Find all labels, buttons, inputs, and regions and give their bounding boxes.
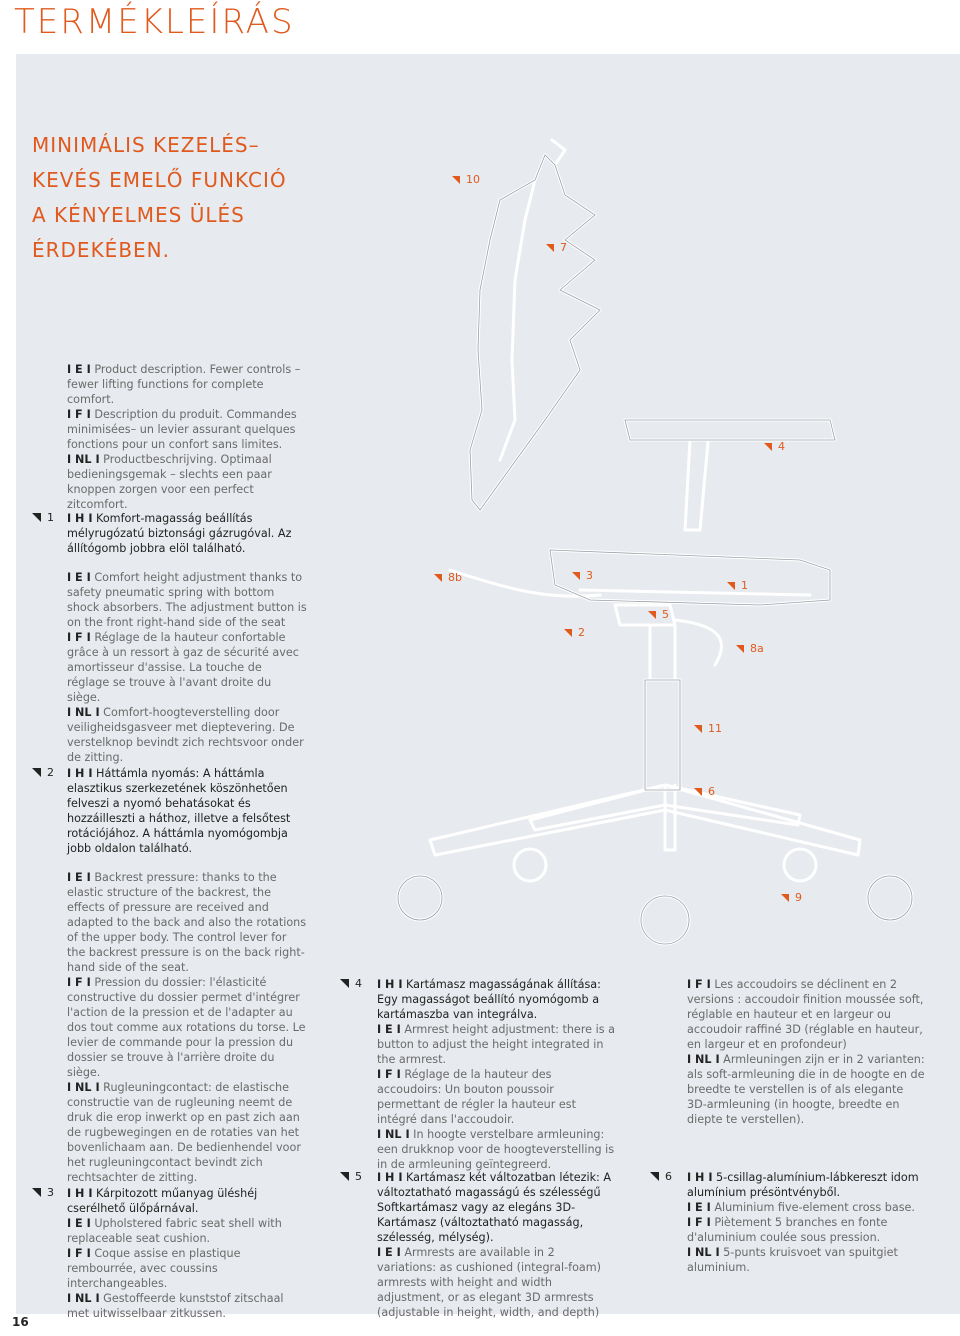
section-4-h: Kartámasz magasságának állítása: Egy magasságot beállító nyomógomb a kartámaszba van integrálva. xyxy=(377,978,601,1021)
section-4b-f: Les accoudoirs se déclinent en 2 versions : accoudoir finition moussée soft, réglable en hauteur et en largeur ou accoudoir raffiné 3D (réglable en hauteur, en largeur et en profondeur) xyxy=(687,978,924,1051)
section-4-nl: In hoogte verstelbare armleuning: een drukknop voor de hoogteverstelling is in de armleuning geïntegreerd. xyxy=(377,1128,615,1171)
callout-label: 8a xyxy=(750,642,764,655)
section-1-e: Comfort height adjustment thanks to safety pneumatic spring with bottom shock absorbers. The adjustment button is on the front right-hand side of the seat xyxy=(67,571,307,629)
section-4-e: Armrest height adjustment: there is a button to adjust the height integrated in the armrest. xyxy=(377,1023,615,1066)
callout-5 xyxy=(648,608,669,621)
lang-tag: I E I xyxy=(67,871,91,884)
triangle-icon xyxy=(736,645,744,653)
section-6-h: 5-csillag-alumínium-lábkereszt idom alumínium présöntvényből. xyxy=(687,1171,919,1199)
callout-label: 3 xyxy=(586,569,593,582)
triangle-icon xyxy=(32,768,41,777)
lang-tag: I NL I xyxy=(67,453,100,466)
callout-label: 2 xyxy=(578,626,585,639)
section-2-text xyxy=(67,766,307,856)
section-6-f: Piètement 5 branches en fonte d'aluminium coulée sous pression. xyxy=(687,1216,888,1244)
lang-tag: I E I xyxy=(67,363,91,376)
lang-tag: I E I xyxy=(377,1023,401,1036)
callout-label: 5 xyxy=(662,608,669,621)
section-1-marker xyxy=(32,511,54,524)
section-4-marker xyxy=(340,977,362,990)
callout-3 xyxy=(572,569,593,582)
triangle-icon xyxy=(564,629,572,637)
section-3-e: Upholstered fabric seat shell with replaceable seat cushion. xyxy=(67,1217,282,1245)
callout-1 xyxy=(727,579,748,592)
triangle-icon xyxy=(650,1172,659,1181)
lang-tag: I E I xyxy=(377,1246,401,1259)
section-1-h: Komfort-magasság beállítás mélyrugózatú biztonsági gázrugóval. Az állítógomb jobbra elöl található. xyxy=(67,512,292,555)
callout-label: 7 xyxy=(560,241,567,254)
triangle-icon xyxy=(781,894,789,902)
lang-tag: I H I xyxy=(377,1171,403,1184)
page-number: 16 xyxy=(12,1315,29,1329)
triangle-icon xyxy=(694,788,702,796)
section-3-marker xyxy=(32,1186,54,1199)
section-3-nl: Gestoffeerde kunststof zitschaal met uitwisselbaar zitkussen. xyxy=(67,1292,284,1320)
section-3-f: Coque assise en plastique rembourrée, avec coussins interchangeables. xyxy=(67,1247,241,1290)
callout-label: 6 xyxy=(708,785,715,798)
callout-label: 10 xyxy=(466,173,480,186)
lang-tag: I E I xyxy=(67,1217,91,1230)
headline-line: KEVÉS EMELŐ FUNKCIÓ xyxy=(32,168,287,192)
callout-8a xyxy=(736,642,764,655)
intro-text xyxy=(67,362,307,512)
headline xyxy=(32,128,287,268)
headline-line: ÉRDEKÉBEN. xyxy=(32,238,170,262)
callout-8b xyxy=(434,571,462,584)
section-number: 2 xyxy=(47,766,54,779)
section-2-nl: Rugleuningcontact: de elastische constructie van de rugleuning neemt de druk die erop inwerkt op en past zich aan de rugbewegingen en de rotaties van het bovenlichaam aan. De bedienhendel voor het rugleuningcontact bevindt zich rechtsachter de zitting. xyxy=(67,1081,301,1184)
lang-tag: I F I xyxy=(377,1068,401,1081)
section-5-h: Kartámasz két változatban létezik: A változtatható magasságú és szélességű Softkartámasz vagy az elegáns 3D-Kartámasz (változtatható magasság, szélesség, mélység). xyxy=(377,1171,612,1244)
triangle-icon xyxy=(546,244,554,252)
callout-6 xyxy=(694,785,715,798)
section-number: 4 xyxy=(355,977,362,990)
lang-tag: I NL I xyxy=(687,1246,720,1259)
section-4-text xyxy=(377,977,615,1172)
lang-tag: I F I xyxy=(67,976,91,989)
page-title: TERMÉKLEÍRÁS xyxy=(14,2,295,42)
section-6-marker xyxy=(650,1170,672,1183)
section-2-e: Backrest pressure: thanks to the elastic structure of the backrest, the effects of pressure are received and adapted to the back and also the rotations of the upper body. The control lever for the backrest pressure is on the back right-hand side of the seat. xyxy=(67,871,307,974)
triangle-icon xyxy=(694,725,702,733)
lang-tag: I NL I xyxy=(67,1081,100,1094)
lang-tag: I NL I xyxy=(377,1128,410,1141)
triangle-icon xyxy=(727,582,735,590)
section-6-nl: 5-punts kruisvoet van spuitgiet aluminium. xyxy=(687,1246,898,1274)
intro-e: Product description. Fewer controls – fewer lifting functions for complete comfort. xyxy=(67,363,301,406)
headline-line: MINIMÁLIS KEZELÉS– xyxy=(32,133,260,157)
triangle-icon xyxy=(572,572,580,580)
callout-label: 4 xyxy=(778,440,785,453)
section-1-text xyxy=(67,511,307,765)
lang-tag: I E I xyxy=(67,571,91,584)
lang-tag: I H I xyxy=(67,512,93,525)
section-6-text xyxy=(687,1170,925,1275)
lang-tag: I NL I xyxy=(67,706,100,719)
triangle-icon xyxy=(452,176,460,184)
triangle-icon xyxy=(340,979,349,988)
chair-drawing xyxy=(398,140,912,944)
section-1-f: Réglage de la hauteur confortable grâce à un ressort à gaz de sécurité avec amortisseur d'assise. La touche de réglage se trouve à l'avant droite du siège. xyxy=(67,631,299,704)
section-number: 1 xyxy=(47,511,54,524)
lang-tag: I NL I xyxy=(687,1053,720,1066)
lang-tag: I NL I xyxy=(67,1292,100,1305)
section-2-h: Háttámla nyomás: A háttámla elasztikus szerkezetének köszönhetően felveszi a nyomó behatásokat és hozzáilleszti a háthoz, illetve a felsőtest rotációjához. A háttámla nyomógombja jobb oldalon található. xyxy=(67,767,291,855)
section-4b-nl: Armleuningen zijn er in 2 varianten: als soft-armleuning die in de hoogte en de breedte te verstellen is of als elegante 3D-armleuning (in hoogte, breedte en diepte te verstellen). xyxy=(687,1053,925,1126)
intro-f: Description du produit. Commandes minimisées– un levier assurant quelques fonctions pour un confort sans limites. xyxy=(67,408,297,451)
lang-tag: I F I xyxy=(687,978,711,991)
chair-illustration xyxy=(330,120,950,960)
triangle-icon xyxy=(764,443,772,451)
section-6-e: Aluminium five-element cross base. xyxy=(714,1201,915,1214)
callout-label: 1 xyxy=(741,579,748,592)
section-number: 5 xyxy=(355,1170,362,1183)
triangle-icon xyxy=(32,513,41,522)
callout-4 xyxy=(764,440,785,453)
callout-2 xyxy=(564,626,585,639)
section-1-nl: Comfort-hoogteverstelling door veiligheidsgasveer met dieptevering. De verstelknop bevindt zich rechtsvoor onder de zitting. xyxy=(67,706,304,764)
section-3-text xyxy=(67,1186,307,1321)
lang-tag: I F I xyxy=(67,408,91,421)
lang-tag: I F I xyxy=(67,631,91,644)
section-2-marker xyxy=(32,766,54,779)
section-4b-text xyxy=(687,977,925,1127)
callout-7 xyxy=(546,241,567,254)
callout-label: 11 xyxy=(708,722,722,735)
triangle-icon xyxy=(648,611,656,619)
section-3-h: Kárpitozott műanyag üléshéj cserélhető ülőpárnával. xyxy=(67,1187,258,1215)
triangle-icon xyxy=(32,1188,41,1197)
section-2-translations xyxy=(67,870,307,1185)
lang-tag: I H I xyxy=(67,767,93,780)
section-number: 6 xyxy=(665,1170,672,1183)
callout-label: 9 xyxy=(795,891,802,904)
section-4-f: Réglage de la hauteur des accoudoirs: Un bouton poussoir permettant de régler la hauteur est intégré dans l'accoudoir. xyxy=(377,1068,577,1126)
triangle-icon xyxy=(434,574,442,582)
lang-tag: I F I xyxy=(687,1216,711,1229)
lang-tag: I H I xyxy=(377,978,403,991)
callout-label: 8b xyxy=(448,571,462,584)
headline-line: A KÉNYELMES ÜLÉS xyxy=(32,203,245,227)
intro-nl: Productbeschrijving. Optimaal bedieningsgemak – slechts een paar knoppen zorgen voor een perfect zitcomfort. xyxy=(67,453,272,511)
callout-11 xyxy=(694,722,722,735)
lang-tag: I H I xyxy=(687,1171,713,1184)
section-2-f: Pression du dossier: l'élasticité constructive du dossier permet d'intégrer l'action de la pression et de l'adapter au dos tout comme aux rotations du torse. Le levier de commande pour la pression du dossier se trouve à l'arrière droite du siège. xyxy=(67,976,306,1079)
callout-10 xyxy=(452,173,480,186)
triangle-icon xyxy=(340,1172,349,1181)
lang-tag: I E I xyxy=(687,1201,711,1214)
section-5-e: Armrests are available in 2 variations: as cushioned (integral-foam) armrests with height and width adjustment, or as elegant 3D armrests (adjustable in height, width, and depth) xyxy=(377,1246,602,1319)
lang-tag: I F I xyxy=(67,1247,91,1260)
section-5-text xyxy=(377,1170,615,1320)
section-number: 3 xyxy=(47,1186,54,1199)
lang-tag: I H I xyxy=(67,1187,93,1200)
chair-outline xyxy=(398,155,912,944)
section-5-marker xyxy=(340,1170,362,1183)
callout-9 xyxy=(781,891,802,904)
